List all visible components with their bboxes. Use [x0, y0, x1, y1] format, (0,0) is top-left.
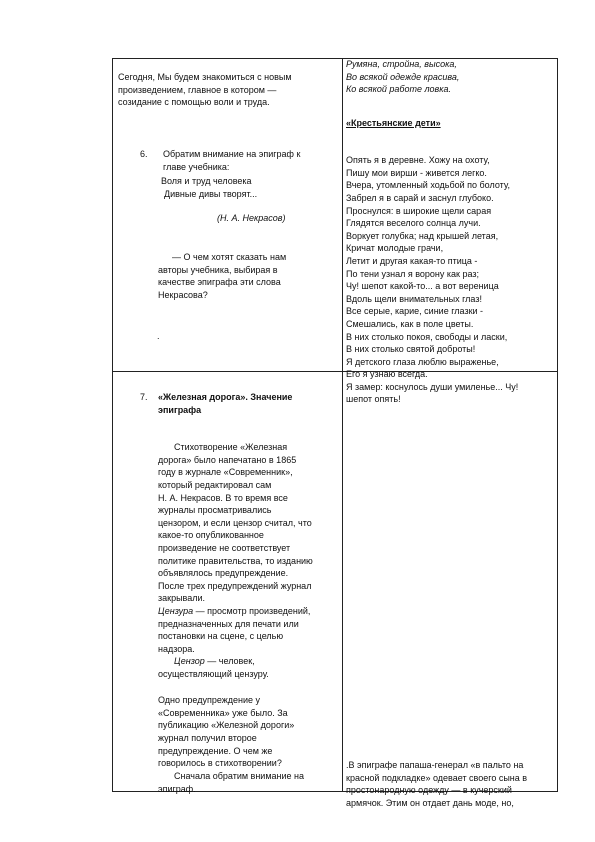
- definition-censorship: Цензура — просмотр произведений, предназначенных для печати или постановки на сцене, с целью надзора.: [158, 606, 311, 654]
- item-number-6: 6.: [140, 149, 148, 159]
- answer-text: .В эпиграфе папаша-генерал «в пальто на красной подкладке» одевает своего сына в простонародную одежду — в кучерский армячок. Этим он отдает дань моде, но,: [346, 760, 528, 808]
- intro-text: Сегодня, Мы будем знакомиться с новым произведением, главное в котором — созидание с помощью воли и труда.: [118, 72, 292, 108]
- definition-censor: Цензор — человек, осуществляющий цензуру.: [158, 656, 269, 679]
- poem-excerpt-1: Румяна, стройна, высока, Во всякой одежде красива, Ко всякой работе ловка.: [346, 59, 460, 95]
- poem-title: «Крестьянские дети»: [346, 118, 441, 128]
- poem-text: Опять я в деревне. Хожу на охоту, Пишу мои вирши - живется легко. Вчера, утомленный ходьбой по болоту, Забрел я в сарай и заснул глубоко. Проснулся: в широкие щели сарая Глядятся веселого солнца лучи. Воркует голубка; над крышей летая, Кричат молодые грачи, Летит и другая какая-то птица - По тени узнал я ворону как раз; Чу! шепот какой-то... а вот вереница Вдоль щели внимательных глаз! Все серые, карие, синие глазки - Смешались, как в поле цветы. В них столько покоя, свободы и ласки, В них столько святой доброты! Я детского глаза люблю выраженье, Его я узнаю всегда. Я замер: коснулось души умиленье... Чу! шепот опять!: [346, 155, 519, 405]
- section-title: «Железная дорога». Значение эпиграфа: [158, 392, 293, 415]
- stray-dot: .: [157, 331, 160, 341]
- item-6-text: Обратим внимание на эпиграф к главе учебника:: [163, 149, 301, 172]
- paragraph-history: Стихотворение «Железная дорога» было напечатано в 1865 году в журнале «Современник», который редактировал сам Н. А. Некрасов. В то время все журналы просматривались цензором, и если цензор считал, что какое-то опубликованное произведение не соответствует политике правительства, то изданию объявлялось предупреждение. После трех предупреждений журнал закрывали.: [158, 442, 313, 604]
- epigraph-author: (Н. А. Некрасов): [217, 213, 286, 223]
- paragraph-warning: Одно предупреждение у «Современника» уже было. За публикацию «Железной дороги» журнал получил второе предупреждение. О чем же говорилось в стихотворении?: [158, 695, 295, 769]
- question-text: — О чем хотят сказать нам авторы учебника, выбирая в качестве эпиграфа эти слова Некрасова?: [158, 252, 287, 300]
- column-divider: [342, 58, 343, 792]
- paragraph-epigraph: Сначала обратим внимание на эпиграф.: [158, 771, 304, 794]
- item-number-7: 7.: [140, 392, 148, 402]
- epigraph: Воля и труд человека Дивные дивы творят...: [161, 176, 258, 199]
